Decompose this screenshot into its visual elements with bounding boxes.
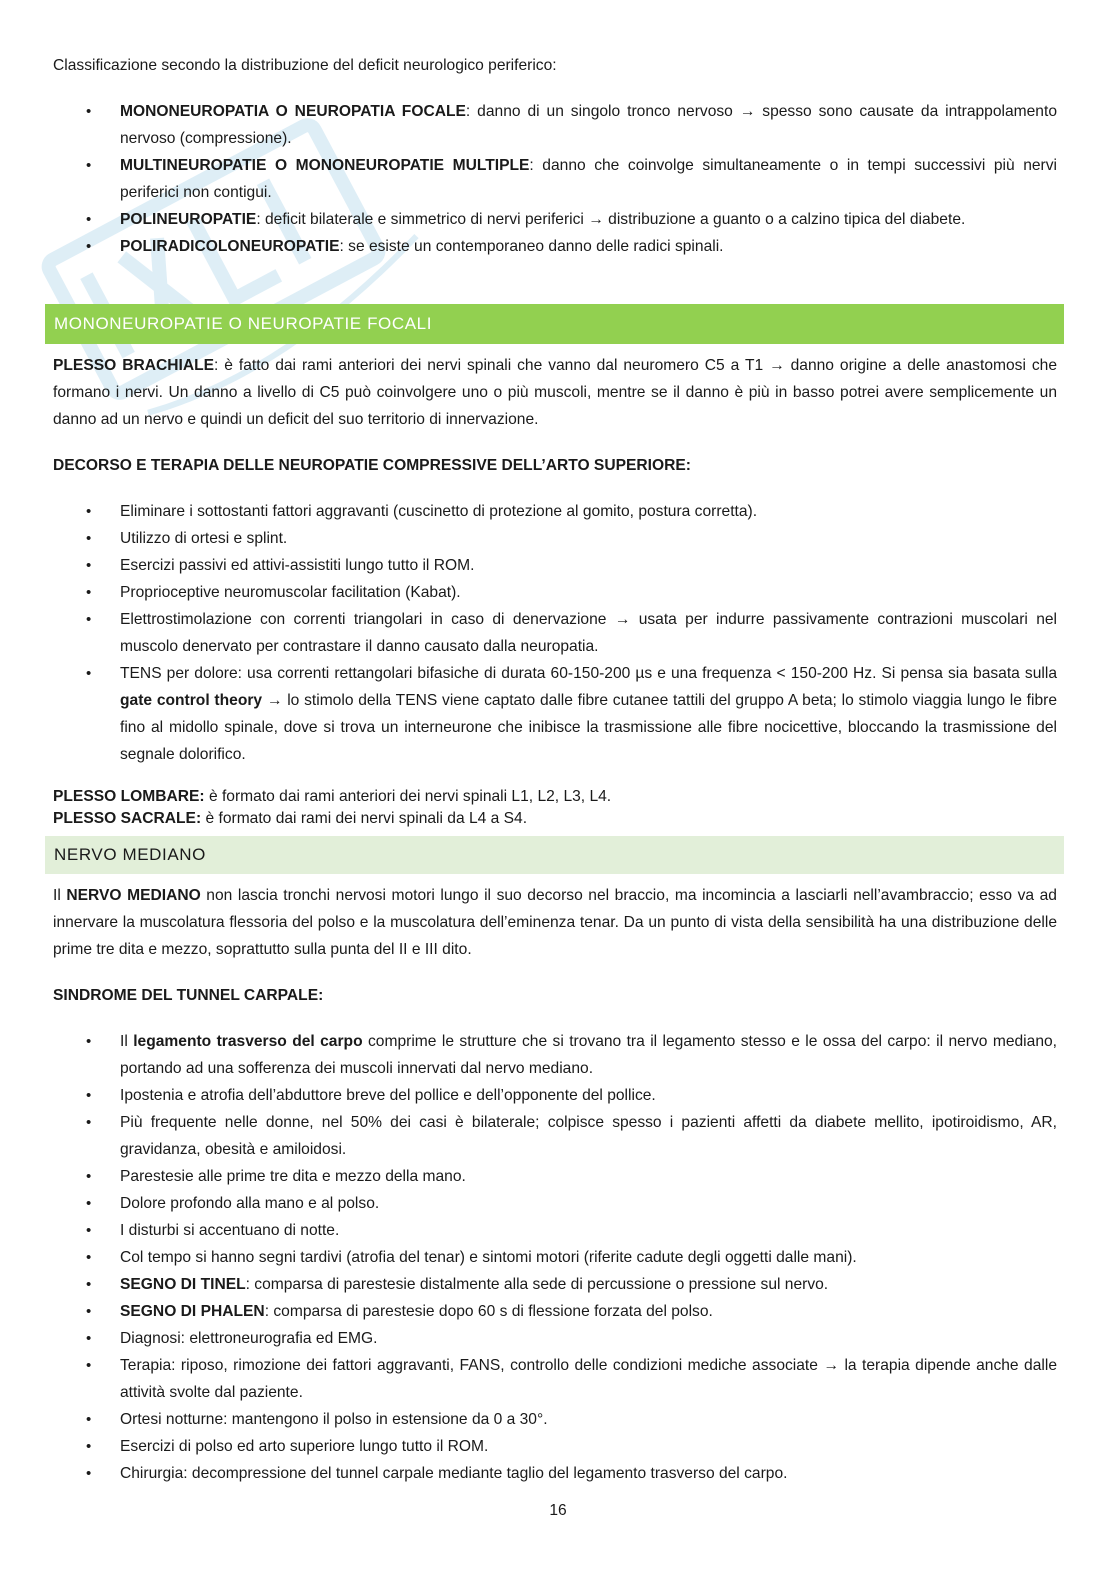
decorso-list bbox=[53, 498, 1057, 768]
list-item: • Elettrostimolazione con correnti triangolari in caso di denervazione → usata per indurre passivamente contrazioni muscolari nel muscolo denervato per contrastare il danno causato dalla neuropatia. bbox=[53, 606, 1057, 660]
list-item: • Più frequente nelle donne, nel 50% dei casi è bilaterale; colpisce spesso i pazienti affetti da diabete mellito, ipotiroidismo, AR, gravidanza, obesità e amiloidosi. bbox=[53, 1109, 1057, 1163]
plesso-lombare-line: PLESSO LOMBARE: è formato dai rami anteriori dei nervi spinali L1, L2, L3, L4. bbox=[53, 788, 612, 805]
tunnel-list bbox=[53, 1028, 1057, 1487]
list-item: • Chirurgia: decompressione del tunnel carpale mediante taglio del legamento trasverso del carpo. bbox=[53, 1460, 1057, 1487]
brachial-section bbox=[53, 352, 1057, 830]
list-item: • POLINEUROPATIE: deficit bilaterale e simmetrico di nervi periferici → distribuzione a guanto o a calzino tipica del diabete. bbox=[53, 206, 1057, 233]
list-item: • MULTINEUROPATIE O MONONEUROPATIE MULTIPLE: danno che coinvolge simultaneamente o in tempi successivi più nervi periferici non contigui. bbox=[53, 152, 1057, 206]
list-item: • I disturbi si accentuano di notte. bbox=[53, 1217, 1057, 1244]
plesso-brachiale-paragraph: PLESSO BRACHIALE: è fatto dai rami anteriori dei nervi spinali che vanno dal neuromero C5 a T1 → danno origine a delle anastomosi che formano i nervi. Un danno a livello di C5 può coinvolgere uno o più muscoli, mentre se il danno è più in basso potrei avere semplicemente un danno ad un nervo e quindi un deficit del suo territorio di innervazione. bbox=[53, 357, 1057, 428]
intro-section bbox=[53, 52, 1057, 260]
list-item: • Col tempo si hanno segni tardivi (atrofia del tenar) e sintomi motori (riferite cadute degli oggetti dalle mani). bbox=[53, 1244, 1057, 1271]
section-heading-mononeuropatie: MONONEUROPATIE O NEUROPATIE FOCALI bbox=[45, 304, 1064, 344]
plesso-sacrale-line: PLESSO SACRALE: è formato dai rami dei nervi spinali da L4 a S4. bbox=[53, 810, 528, 827]
list-item: • SEGNO DI PHALEN: comparsa di parestesie dopo 60 s di flessione forzata del polso. bbox=[53, 1298, 1057, 1325]
page-number: 16 bbox=[549, 1502, 567, 1519]
list-item: • Proprioceptive neuromuscolar facilitation (Kabat). bbox=[53, 579, 1057, 606]
list-item: • Eliminare i sottostanti fattori aggravanti (cuscinetto di protezione al gomito, postura corretta). bbox=[53, 498, 1057, 525]
list-item: • Utilizzo di ortesi e splint. bbox=[53, 525, 1057, 552]
intro-text: Classificazione secondo la distribuzione del deficit neurologico periferico: bbox=[53, 57, 557, 74]
section-heading-nervo-mediano: NERVO MEDIANO bbox=[45, 836, 1064, 874]
list-item: • Ipostenia e atrofia dell’abduttore breve del pollice e dell’opponente del pollice. bbox=[53, 1082, 1057, 1109]
tunnel-title: SINDROME DEL TUNNEL CARPALE: bbox=[53, 987, 324, 1004]
list-item: • Diagnosi: elettroneurografia ed EMG. bbox=[53, 1325, 1057, 1352]
list-item: • Il legamento trasverso del carpo comprime le strutture che si trovano tra il legamento stesso e le ossa del carpo: il nervo mediano, portando ad una sofferenza dei muscoli innervati dal nervo mediano. bbox=[53, 1028, 1057, 1082]
classification-list bbox=[53, 98, 1057, 260]
list-item: • Dolore profondo alla mano e al polso. bbox=[53, 1190, 1057, 1217]
decorso-title: DECORSO E TERAPIA DELLE NEUROPATIE COMPRESSIVE DELL’ARTO SUPERIORE: bbox=[53, 457, 691, 474]
list-item: • Ortesi notturne: mantengono il polso in estensione da 0 a 30°. bbox=[53, 1406, 1057, 1433]
list-item: • POLIRADICOLONEUROPATIE: se esiste un contemporaneo danno delle radici spinali. bbox=[53, 233, 1057, 260]
list-item: • MONONEUROPATIA O NEUROPATIA FOCALE: danno di un singolo tronco nervoso → spesso sono causate da intrappolamento nervoso (compressione). bbox=[53, 98, 1057, 152]
nervo-mediano-paragraph: Il NERVO MEDIANO non lascia tronchi nervosi motori lungo il suo decorso nel braccio, ma incomincia a lasciarli nell’avambraccio; esso va ad innervare la muscolatura flessoria del polso e la muscolatura dell’eminenza tenar. Da un punto di vista della sensibilità ha una distribuzione delle prime tre dita e mezzo, soprattutto sulla punta del II e III dito. bbox=[53, 887, 1057, 958]
list-item: • Esercizi di polso ed arto superiore lungo tutto il ROM. bbox=[53, 1433, 1057, 1460]
list-item: • Esercizi passivi ed attivi-assistiti lungo tutto il ROM. bbox=[53, 552, 1057, 579]
list-item: • SEGNO DI TINEL: comparsa di parestesie distalmente alla sede di percussione o pressione sul nervo. bbox=[53, 1271, 1057, 1298]
list-item: • Terapia: riposo, rimozione dei fattori aggravanti, FANS, controllo delle condizioni mediche associate → la terapia dipende anche dalle attività svolte dal paziente. bbox=[53, 1352, 1057, 1406]
list-item: • TENS per dolore: usa correnti rettangolari bifasiche di durata 60-150-200 µs e una frequenza < 150-200 Hz. Si pensa sia basata sulla gate control theory → lo stimolo della TENS viene captato dalle fibre cutanee tattili del gruppo A beta; lo stimolo viaggia lungo le fibre fino al midollo spinale, dove si trova un interneurone che inibisce la trasmissione alle fibre nocicettive, bloccando la trasmissione del segnale dolorifico. bbox=[53, 660, 1057, 768]
list-item: • Parestesie alle prime tre dita e mezzo della mano. bbox=[53, 1163, 1057, 1190]
median-nerve-section bbox=[53, 882, 1057, 1487]
